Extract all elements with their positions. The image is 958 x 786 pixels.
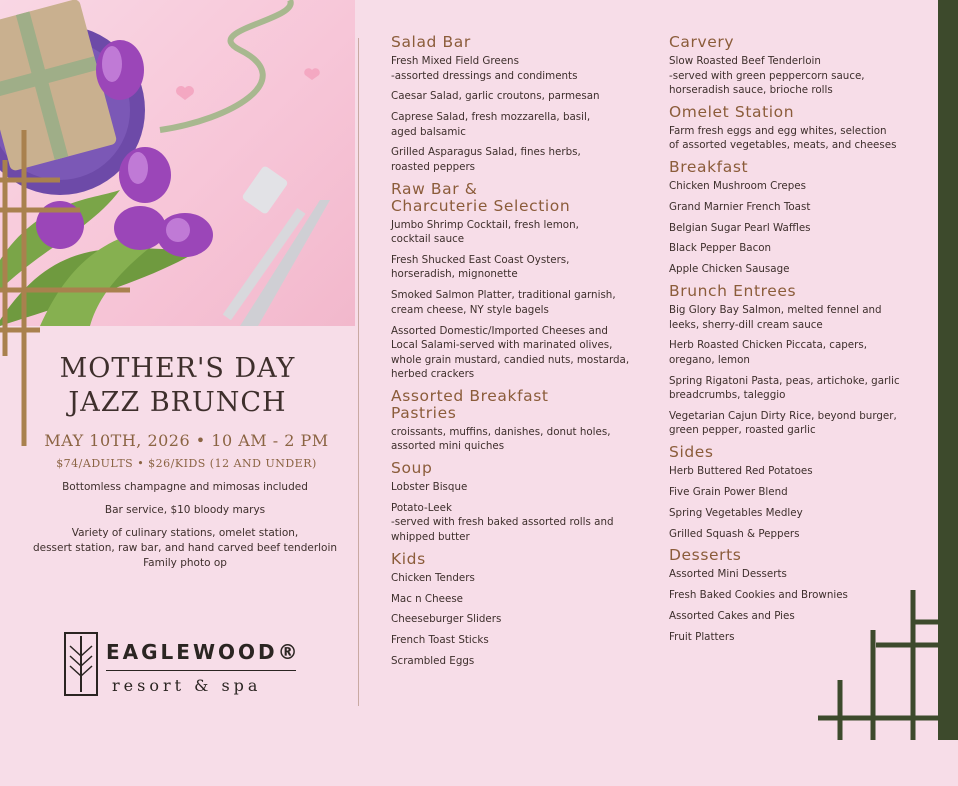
logo-divider (106, 670, 296, 671)
event-detail: Family photo op (143, 557, 227, 569)
menu-section (669, 159, 909, 277)
menu-item: Belgian Sugar Pearl Waffles (669, 221, 811, 234)
menu-section (391, 34, 631, 174)
menu-item: Cheeseburger Sliders (391, 613, 502, 626)
section-title: Omelet Station (669, 102, 795, 121)
menu-item: Assorted Cakes and Pies (669, 610, 795, 623)
menu-item: Herb Buttered Red Potatoes (669, 465, 813, 478)
menu-item: Smoked Salmon Platter, traditional garnish, cream cheese, NY style bagels (391, 289, 616, 316)
menu-column-right (669, 34, 909, 651)
event-title-line1: MOTHER'S DAY (59, 353, 296, 384)
event-title (0, 352, 355, 420)
menu-section (391, 388, 631, 454)
menu-item: Grand Marnier French Toast (669, 200, 811, 213)
event-title-line2: JAZZ BRUNCH (68, 387, 287, 418)
menu-item: Big Glory Bay Salmon, melted fennel and leeks, sherry-dill cream sauce (669, 304, 882, 331)
section-title: Raw Bar & Charcuterie Selection (391, 179, 571, 215)
menu-item: Herb Roasted Chicken Piccata, capers, oregano, lemon (669, 339, 868, 366)
menu-item: Lobster Bisque (391, 481, 468, 494)
menu-item: Assorted Mini Desserts (669, 568, 787, 581)
menu-item: Potato-Leek -served with fresh baked assorted rolls and whipped butter (391, 501, 614, 543)
event-date-time: MAY 10TH, 2026 • 10 AM - 2 PM (44, 431, 329, 450)
menu-item: Spring Rigatoni Pasta, peas, artichoke, garlic breadcrumbs, taleggio (669, 374, 900, 402)
section-title: Salad Bar (391, 33, 471, 51)
menu-item: Grilled Squash & Peppers (669, 527, 800, 540)
menu-section (669, 104, 909, 153)
logo-name: EAGLEWOOD® (106, 640, 301, 664)
section-title: Desserts (669, 546, 742, 565)
menu-item: Chicken Mushroom Crepes (669, 180, 806, 193)
menu-item: croissants, muffins, danishes, donut holes, assorted mini quiches (391, 425, 611, 453)
event-detail: Variety of culinary stations, omelet station, (71, 527, 299, 539)
menu-item: Apple Chicken Sausage (669, 263, 790, 276)
section-title: Sides (669, 443, 714, 462)
menu-item: Chicken Tenders (391, 571, 475, 584)
logo-tagline: resort & spa (112, 676, 262, 695)
menu-item: French Toast Sticks (391, 634, 489, 647)
menu-section (669, 34, 909, 98)
menu-item: Jumbo Shrimp Cocktail, fresh lemon, cocktail sauce (391, 218, 579, 246)
menu-item: Grilled Asparagus Salad, fines herbs, roasted peppers (391, 146, 581, 173)
section-title: Brunch Entrees (669, 282, 797, 301)
menu-section (669, 444, 909, 541)
green-frame-lines (818, 590, 958, 740)
event-detail: Bar service, $10 bloody marys (104, 504, 266, 516)
menu-item: Vegetarian Cajun Dirty Rice, beyond burger, green pepper, roasted garlic (669, 409, 897, 437)
tulips-illustration (0, 0, 355, 326)
menu-item: Fruit Platters (669, 630, 735, 643)
menu-column-left (391, 34, 631, 675)
menu-item: Fresh Shucked East Coast Oysters, horseradish, mignonette (391, 253, 570, 281)
event-detail: dessert station, raw bar, and hand carved beef tenderloin (32, 542, 338, 554)
tulips-photo (0, 0, 355, 326)
menu-item: Five Grain Power Blend (669, 486, 788, 499)
menu-item: Farm fresh eggs and egg whites, selection of assorted vegetables, meats, and cheeses (669, 124, 897, 152)
menu-item: Fresh Baked Cookies and Brownies (669, 589, 848, 602)
event-price: $74/ADULTS • $26/KIDS (12 AND UNDER) (56, 457, 317, 470)
menu-item: Scrambled Eggs (391, 654, 475, 667)
menu-item: Mac n Cheese (391, 592, 464, 605)
menu-item: Spring Vegetables Medley (669, 506, 803, 519)
menu-item: Caprese Salad, fresh mozzarella, basil, aged balsamic (391, 111, 591, 138)
menu-section (391, 181, 631, 382)
section-title: Assorted Breakfast Pastries (391, 386, 549, 422)
menu-section (669, 283, 909, 438)
menu-item: Black Pepper Bacon (669, 242, 772, 255)
menu-item: Slow Roasted Beef Tenderloin -served with green peppercorn sauce, horseradish sauce, brioche rolls (669, 55, 865, 96)
menu-section (391, 551, 631, 669)
menu-section (391, 460, 631, 544)
section-title: Carvery (669, 33, 735, 51)
menu-item: Fresh Mixed Field Greens -assorted dressings and condiments (391, 55, 578, 82)
feather-logo-icon (64, 632, 98, 696)
event-detail: Bottomless champagne and mimosas included (62, 481, 308, 493)
eaglewood-logo (64, 632, 304, 702)
section-title: Kids (391, 549, 426, 568)
menu-item: Assorted Domestic/Imported Cheeses and Local Salami-served with marinated olives, whole grain mustard, candied nuts, mostarda, herbed crackers (391, 324, 630, 381)
section-title: Breakfast (669, 158, 749, 177)
menu-item: Caesar Salad, garlic croutons, parmesan (391, 90, 600, 103)
section-title: Soup (391, 459, 433, 478)
column-divider (358, 38, 359, 706)
